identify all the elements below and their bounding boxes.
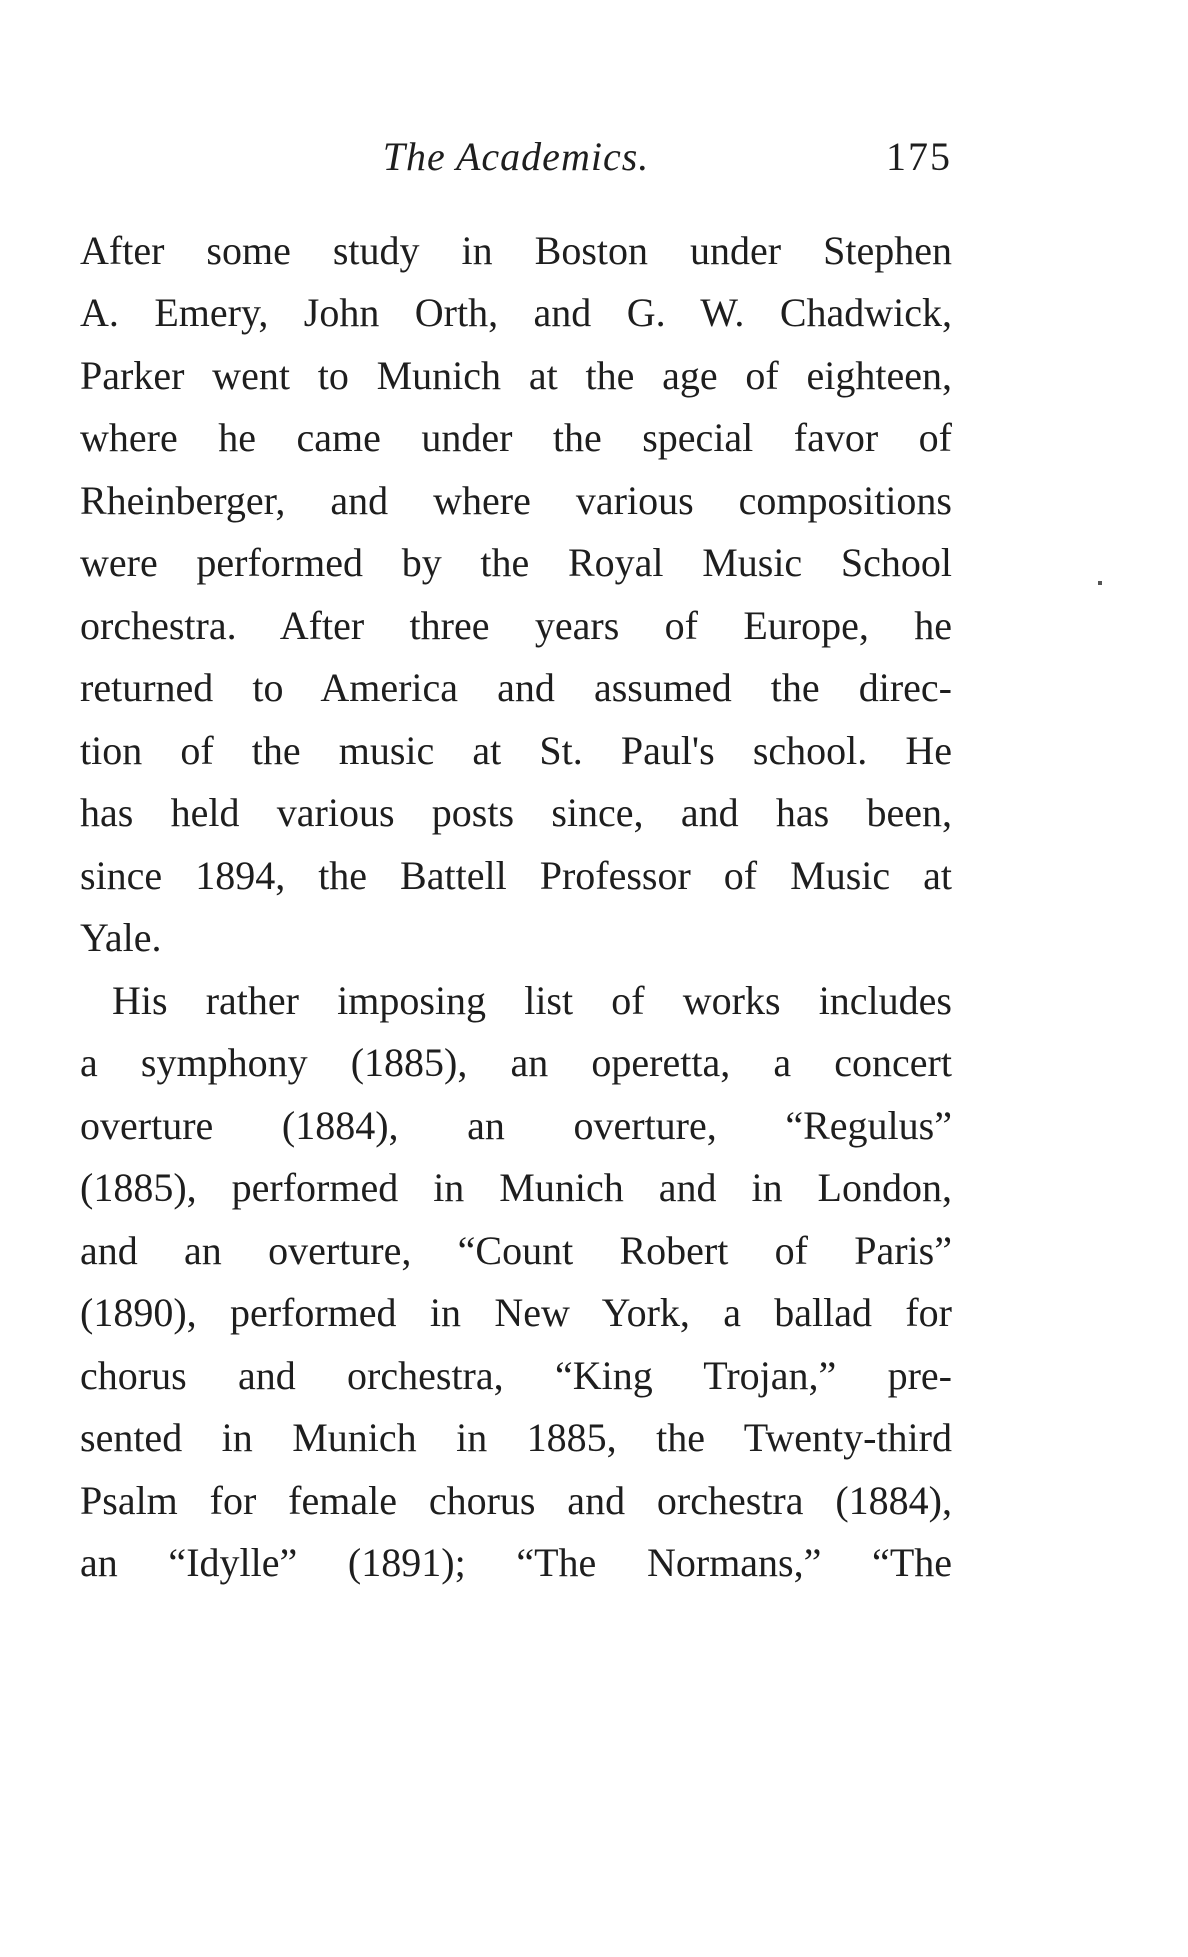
text-line: chorus and orchestra, “King Trojan,” pre- [80,1353,952,1398]
scan-speck [1098,581,1102,585]
text-line: an “Idylle” (1891); “The Normans,” “The [80,1540,952,1585]
text-line: Psalm for female chorus and orchestra (1884), [80,1478,952,1523]
text-line: overture (1884), an overture, “Regulus” [80,1103,952,1148]
page-number: 175 [886,134,952,179]
text-line: Yale. [80,915,162,960]
text-line: orchestra. After three years of Europe, he [80,603,952,648]
text-line: A. Emery, John Orth, and G. W. Chadwick, [80,290,952,335]
text-line: (1885), performed in Munich and in London, [80,1165,952,1210]
text-line: were performed by the Royal Music School [80,540,952,585]
text-line: tion of the music at St. Paul's school. He [80,728,952,773]
text-line: a symphony (1885), an operetta, a concert [80,1040,952,1085]
text-line: where he came under the special favor of [80,415,952,460]
text-line: sented in Munich in 1885, the Twenty-third [80,1415,952,1460]
text-line: (1890), performed in New York, a ballad for [80,1290,952,1335]
text-line: Rheinberger, and where various compositions [80,478,952,523]
running-head [80,132,952,182]
text-line: After some study in Boston under Stephen [80,228,952,273]
text-line: has held various posts since, and has been, [80,790,952,835]
text-line: since 1894, the Battell Professor of Music at [80,853,952,898]
running-title: The Academics. [382,134,650,179]
text-line: His rather imposing list of works includes [112,978,952,1023]
text-line: and an overture, “Count Robert of Paris” [80,1228,952,1273]
text-line: Parker went to Munich at the age of eighteen, [80,353,952,398]
text-line: returned to America and assumed the direc- [80,665,952,710]
